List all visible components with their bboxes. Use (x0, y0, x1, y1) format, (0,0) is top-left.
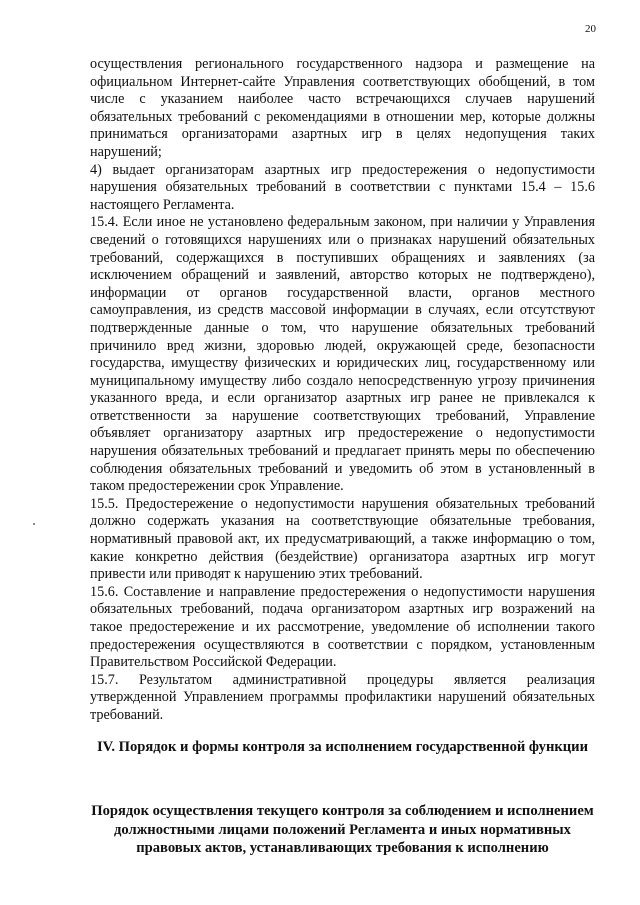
scan-speck (33, 523, 35, 525)
page-number: 20 (585, 23, 596, 35)
paragraph-item-4: 4) выдает организаторам азартных игр предостережения о недопустимости нарушения обязательных требований в соответствии с пунктами 15.4 – 15.6 настоящего Регламента. (90, 161, 595, 213)
paragraph-15-5: 15.5. Предостережение о недопустимости нарушения обязательных требований должно содержать указания на соответствующие обязательные требования, нормативный правовой акт, их предусматривающий, а также информацию о том, какие конкретно действия (бездействие) организатора азартных игр могут привести или приводят к нарушению этих требований. (90, 495, 595, 583)
section-heading: IV. Порядок и формы контроля за исполнением государственной функции (96, 739, 588, 755)
paragraph-15-6: 15.6. Составление и направление предостережения о недопустимости нарушения обязательных требований, подача организатором азартных игр возражений на такое предостережение и их рассмотрение, уведомление об исполнении такого предостережения осуществляются в соответствии с порядком, установленным Правительством Российской Федерации. (90, 583, 595, 671)
paragraph-15-7: 15.7. Результатом административной процедуры является реализация утвержденной Управлением программы профилактики нарушений обязательных требований. (90, 671, 595, 723)
paragraph-15-4: 15.4. Если иное не установлено федеральным законом, при наличии у Управления сведений о готовящихся нарушениях или о признаках нарушений обязательных требований, содержащихся в поступивших обращениях и заявлениях (за исключением обращений и заявлений, авторство которых не подтверждено), информации от органов государственной власти, органов местного самоуправления, из средств массовой информации в случаях, если отсутствуют подтвержденные данные о том, что нарушение обязательных требований причинило вред жизни, здоровью людей, окружающей среде, безопасности государства, имуществу физических и юридических лиц, государственному или муниципальному имуществу либо создало непосредственную угрозу причинения указанного вреда, и если организатор азартных игр ранее не привлекался к ответственности за нарушение соответствующих требований, Управление объявляет организатору азартных игр предостережение о недопустимости нарушения обязательных требований и предлагает принять меры по обеспечению соблюдения обязательных требований и уведомить об этом в установленный в таком предостережении срок Управление. (90, 214, 595, 495)
body-text (90, 56, 595, 725)
paragraph-continuation: осуществления регионального государственного надзора и размещение на официальном Интернет-сайте Управления соответствующих обобщений, в том числе с указанием наиболее часто встречающихся случаев нарушений обязательных требований с рекомендациями в отношении мер, которые должны приниматься организаторами азартных игр в целях недопущения таких нарушений; (90, 56, 595, 160)
subsection-heading: Порядок осуществления текущего контроля за соблюдением и исполнением должностными лицами положений Регламента и иных нормативных правовых актов, устанавливающих требования к исполнению (91, 803, 594, 856)
